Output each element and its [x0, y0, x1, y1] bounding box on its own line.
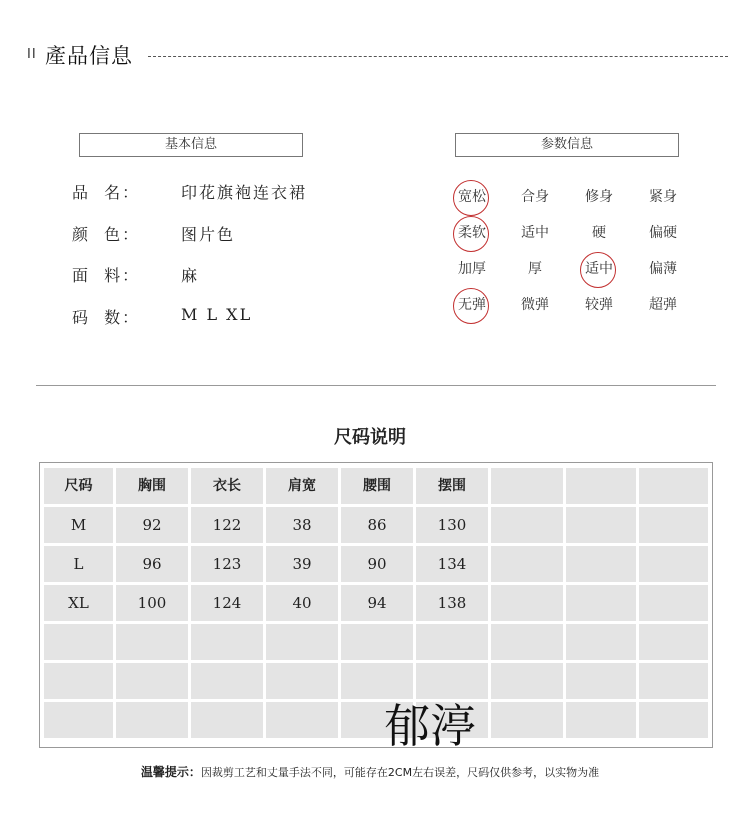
table-cell — [491, 624, 563, 660]
param-option: 紧身 — [649, 189, 677, 205]
table-cell — [491, 585, 563, 621]
param-option: 超弹 — [649, 297, 677, 313]
param-option: 加厚 — [458, 261, 486, 277]
table-cell — [416, 624, 488, 660]
table-cell — [566, 663, 636, 699]
brand-watermark: 郁渟 — [384, 699, 476, 753]
table-cell: 138 — [416, 585, 488, 621]
table-cell — [491, 702, 563, 738]
table-cell — [191, 702, 263, 738]
param-option: 偏薄 — [649, 261, 677, 277]
tip-note — [0, 763, 740, 780]
header-dashed-line — [148, 56, 728, 57]
table-cell — [491, 507, 563, 543]
param-option: 硬 — [592, 225, 606, 241]
table-header-cell: 腰围 — [341, 468, 413, 504]
table-cell — [341, 624, 413, 660]
table-cell — [191, 624, 263, 660]
table-cell — [191, 663, 263, 699]
table-cell — [566, 585, 636, 621]
table-cell — [44, 663, 113, 699]
info-label: 面 料： — [72, 266, 141, 285]
table-cell — [266, 663, 338, 699]
info-label: 品 名： — [72, 183, 141, 202]
table-cell — [566, 507, 636, 543]
table-cell: XL — [44, 585, 113, 621]
tip-label: 温馨提示： — [140, 765, 201, 779]
table-header-cell: 胸围 — [116, 468, 188, 504]
table-cell: 39 — [266, 546, 338, 582]
info-label: 码 数： — [72, 308, 141, 327]
param-option-selected: 无弹 — [450, 290, 494, 320]
table-header-cell — [566, 468, 636, 504]
param-option-selected: 宽松 — [450, 182, 494, 212]
tip-text: 因裁剪工艺和丈量手法不同，可能存在2CM左右误差，尺码仅供参考，以实物为准 — [200, 766, 600, 779]
table-cell — [116, 702, 188, 738]
info-value: 图片色 — [181, 225, 236, 244]
table-cell: 100 — [116, 585, 188, 621]
table-header-cell: 衣长 — [191, 468, 263, 504]
param-option-selected: 柔软 — [450, 218, 494, 248]
header-bars: II — [27, 47, 37, 62]
basic-info-title: 基本信息 — [79, 133, 303, 157]
section-title: 產品信息 — [45, 44, 133, 68]
param-option: 适中 — [521, 225, 549, 241]
table-cell: 122 — [191, 507, 263, 543]
table-cell — [44, 702, 113, 738]
table-header-cell — [639, 468, 708, 504]
size-chart-title: 尺码说明 — [334, 427, 406, 448]
table-header-cell: 摆围 — [416, 468, 488, 504]
section-divider — [36, 385, 716, 386]
table-cell — [639, 585, 708, 621]
table-cell — [639, 702, 708, 738]
table-cell — [266, 624, 338, 660]
table-cell: M — [44, 507, 113, 543]
table-cell — [491, 663, 563, 699]
table-cell — [491, 546, 563, 582]
table-cell — [639, 507, 708, 543]
table-cell — [116, 624, 188, 660]
table-cell — [566, 546, 636, 582]
table-cell — [639, 663, 708, 699]
info-value: 印花旗袍连衣裙 — [181, 183, 308, 202]
param-option: 修身 — [585, 189, 613, 205]
params-title: 参数信息 — [455, 133, 679, 157]
info-value: 麻 — [181, 266, 200, 285]
table-cell: 123 — [191, 546, 263, 582]
size-table — [39, 462, 713, 748]
param-option-selected: 适中 — [577, 254, 621, 284]
table-cell: 90 — [341, 546, 413, 582]
table-cell: L — [44, 546, 113, 582]
table-cell: 86 — [341, 507, 413, 543]
table-cell: 130 — [416, 507, 488, 543]
table-cell — [266, 702, 338, 738]
table-cell: 38 — [266, 507, 338, 543]
param-option: 较弹 — [585, 297, 613, 313]
param-option: 偏硬 — [649, 225, 677, 241]
table-cell — [566, 624, 636, 660]
param-option: 厚 — [528, 261, 542, 277]
info-value: M L XL — [181, 305, 253, 324]
table-cell: 92 — [116, 507, 188, 543]
table-cell: 40 — [266, 585, 338, 621]
table-header-cell: 尺码 — [44, 468, 113, 504]
table-header-cell — [491, 468, 563, 504]
table-cell — [566, 702, 636, 738]
table-header-cell: 肩宽 — [266, 468, 338, 504]
info-label: 颜 色： — [72, 225, 141, 244]
param-option: 微弹 — [521, 297, 549, 313]
table-cell — [44, 624, 113, 660]
table-cell — [116, 663, 188, 699]
param-option: 合身 — [521, 189, 549, 205]
table-cell: 124 — [191, 585, 263, 621]
table-cell — [639, 546, 708, 582]
table-cell: 96 — [116, 546, 188, 582]
table-cell: 94 — [341, 585, 413, 621]
table-cell: 134 — [416, 546, 488, 582]
table-cell — [639, 624, 708, 660]
